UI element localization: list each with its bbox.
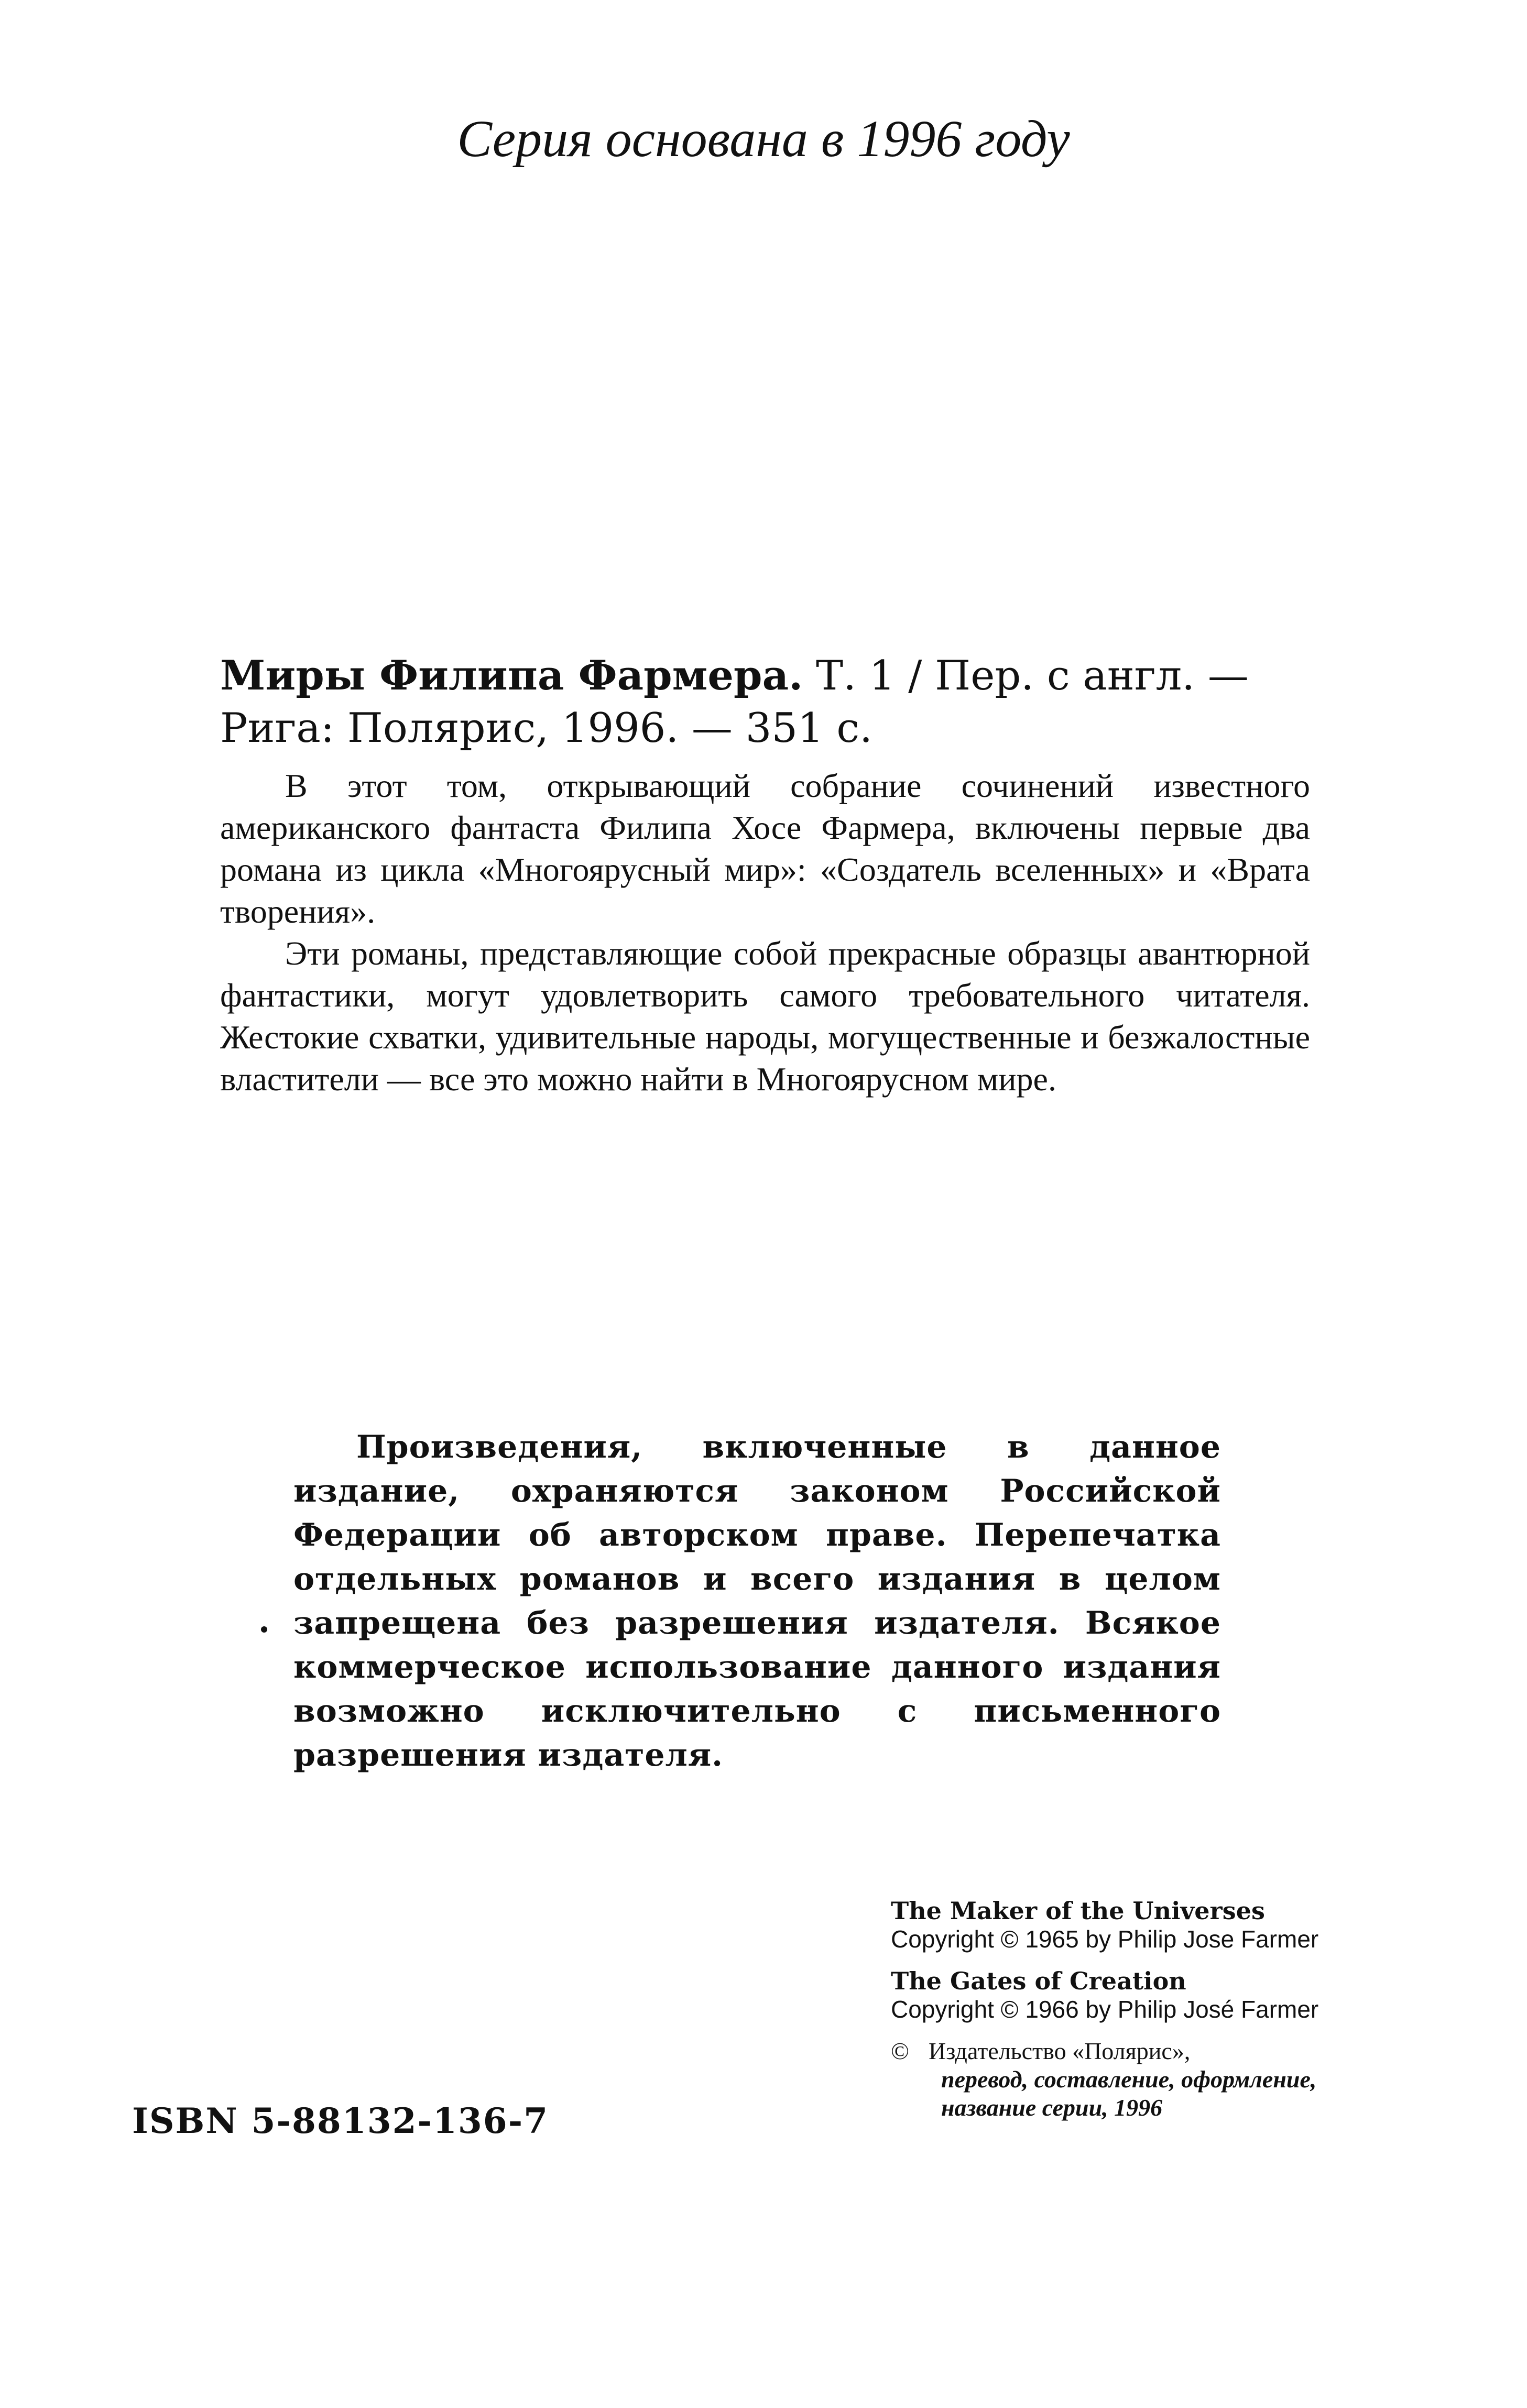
copyright-symbol: ©: [891, 2038, 909, 2064]
copyright-work: [891, 1897, 1441, 1953]
original-title: The Maker of the Universes: [891, 1897, 1265, 1925]
copyright-line: Copyright © 1965 by Philip Jose Farmer: [891, 1925, 1319, 1953]
rights-notice: [293, 1425, 1221, 1777]
book-title: Миры Филипа Фармера.: [220, 652, 803, 699]
volume-translation-info: Т. 1 / Пер. с англ. —: [803, 652, 1249, 699]
publisher-copyright: [891, 2037, 1441, 2122]
annotation-paragraph: В этот том, открывающий собрание сочинений известного американского фантаста Филипа Хосе Фармера, включены первые два романа из цикла «Многоярусный мир»: «Создатель вселенных» и «Врата творения».: [220, 767, 1310, 930]
margin-dot: [261, 1626, 267, 1633]
copyright-work: [891, 1967, 1441, 2023]
publisher-name: Издательство «Полярис»,: [929, 2038, 1191, 2064]
publisher-rights-detail: перевод, составление, оформление,: [941, 2066, 1317, 2093]
isbn: ISBN 5-88132-136-7: [132, 2100, 549, 2141]
bibliographic-record: [220, 650, 1310, 754]
annotation-paragraph: Эти романы, представляющие собой прекрасные образцы авантюрной фантастики, могут удовлетворить самого требовательного читателя. Жестокие схватки, удивительные народы, могущественные и безжалостные властители — все это можно найти в Многоярусном мире.: [220, 935, 1310, 1098]
copyright-line: Copyright © 1966 by Philip José Farmer: [891, 1996, 1319, 2023]
copyright-block: [891, 1897, 1441, 2122]
publication-imprint: Рига: Полярис, 1996. — 351 с.: [220, 705, 872, 752]
rights-notice-text: Произведения, включенные в данное издание, охраняются законом Российской Федерации об авторском праве. Перепечатка отдельных романов и всего издания в целом запрещена без разрешения издателя. Всякое коммерческое использование данного издания возможно исключительно с письменного разрешения издателя.: [293, 1429, 1221, 1774]
annotation: [220, 765, 1310, 1100]
publisher-rights-year: название серии, 1996: [941, 2094, 1163, 2121]
publisher-copyright-text: [929, 2037, 1316, 2122]
series-founded-line: Серия основана в 1996 году: [457, 110, 1070, 168]
original-title: The Gates of Creation: [891, 1967, 1186, 1995]
